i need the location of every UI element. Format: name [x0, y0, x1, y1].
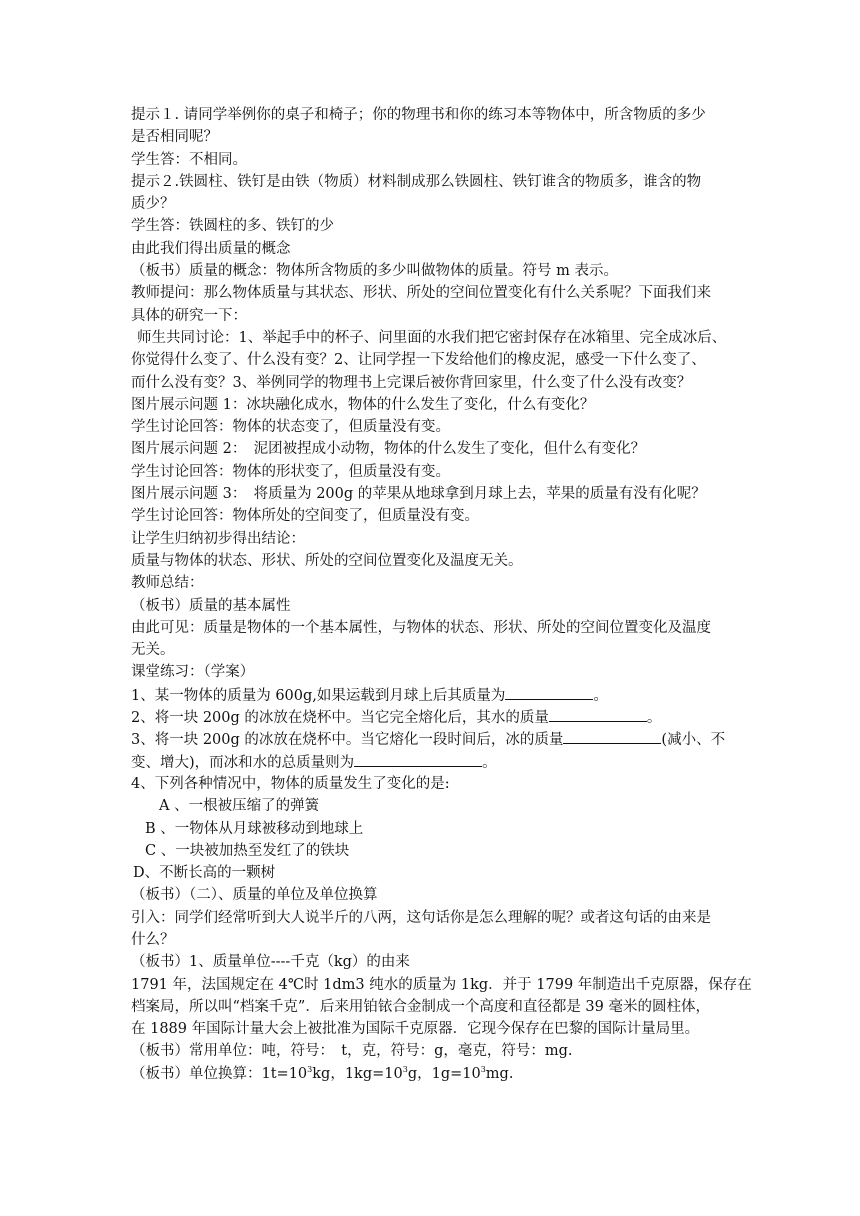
exercise-3-cont	[131, 751, 737, 773]
text-line: （板书）常用单位：吨，符号： t，克，符号：g，毫克，符号：mg.	[131, 1043, 573, 1060]
exercise-2-end: 。	[646, 710, 662, 727]
exercise-3-cont-end: 。	[482, 754, 497, 771]
exercise-2-text: 2、将一块 200g 的冰放在烧杯中。当它完全熔化后，其水的质量	[131, 710, 549, 727]
text-line: 教师总结：	[131, 575, 204, 592]
option-c: C 、一块被加热至发红了的铁块	[145, 842, 350, 859]
text-line: （板书）质量的基本属性	[131, 597, 291, 614]
answer-blank	[549, 706, 647, 722]
text-line: 学生讨论回答：物体所处的空间变了，但质量没有变。	[131, 508, 479, 525]
document-page	[131, 104, 752, 1085]
exercise-1-end: 。	[593, 687, 608, 704]
exercise-3-options: (减小、不	[661, 732, 726, 749]
exercise-1	[131, 684, 737, 706]
option-b: B 、一物体从月球被移动到地球上	[145, 820, 364, 837]
exponent: 3	[480, 1064, 486, 1074]
text-line: 具体的研究一下：	[131, 307, 247, 324]
text-line: 什么？	[131, 931, 175, 948]
text-line: 教师提问：那么物体质量与其状态、形状、所处的空间位置变化有什么关系呢？下面我们来	[131, 285, 711, 302]
text-line: 学生答：铁圆柱的多、铁钉的少	[131, 218, 334, 235]
text-line: 无关。	[131, 642, 175, 659]
exercise-1-text: 1、某一物体的质量为 600g,如果运载到月球上后其质量为	[131, 687, 506, 704]
text-line: 提示２.铁圆柱、铁钉是由铁（物质）材料制成那么铁圆柱、铁钉谁含的物质多，谁含的物	[131, 173, 702, 190]
text-line: 图片展示问题 1：冰块融化成水，物体的什么发生了变化，什么有变化？	[131, 396, 595, 413]
text-line: （板书）（二）、质量的单位及单位换算	[131, 887, 378, 904]
text-line: 学生答：不相同。	[131, 151, 247, 168]
text-line: 课堂练习：（学案）	[131, 664, 255, 681]
unit-text-1: （板书）单位换算：1t=10	[131, 1065, 308, 1082]
text-line: 学生讨论回答：物体的形状变了，但质量没有变。	[131, 463, 450, 480]
exercise-3-text: 3、将一块 200g 的冰放在烧杯中。当它熔化一段时间后，冰的质量	[131, 732, 564, 749]
exercise-3	[131, 728, 737, 750]
text-line: 质量与物体的状态、形状、所处的空间位置变化及温度无关。	[131, 552, 523, 569]
text-line: 引入：同学们经常听到大人说半斤的八两，这句话你是怎么理解的呢？或者这句话的由来是	[131, 909, 711, 926]
text-line: 图片展示问题 2： 泥团被捏成小动物，物体的什么发生了变化，但什么有变化？	[131, 441, 646, 458]
text-line: 1791 年，法国规定在 4℃时 1dm3 纯水的质量为 1kg．并于 1799 年制造出千克原器，保存在	[131, 976, 752, 993]
text-line: 图片展示问题 3： 将质量为 200g 的苹果从地球拿到月球上去，苹果的质量有没有化呢？	[131, 486, 706, 503]
text-line: 而什么没有变？3、举例同学的物理书上完课后被你背回家里，什么变了什么没有改变？	[131, 374, 692, 391]
text-line: 你觉得什么变了、什么没有变？2、让同学捏一下发给他们的橡皮泥，感受一下什么变了、	[131, 352, 706, 369]
exercise-3-cont-text: 变、增大)，而冰和水的总质量则为	[131, 754, 355, 771]
text-line: 师生共同讨论：1、举起手中的杯子、问里面的水我们把它密封保存在冰箱里、完全成冰后、	[137, 329, 727, 346]
text-line: 学生讨论回答：物体的状态变了，但质量没有变。	[131, 419, 450, 436]
text-line: 在 1889 年国际计量大会上被批准为国际千克原器．它现今保存在巴黎的国际计量局里。	[131, 1021, 700, 1038]
exponent: 3	[307, 1064, 313, 1074]
text-line: 由此可见：质量是物体的一个基本属性，与物体的状态、形状、所处的空间位置变化及温度	[131, 619, 711, 636]
unit-text-4: mg.	[485, 1065, 514, 1082]
option-d: D、不断长高的一颗树	[133, 865, 276, 882]
answer-blank	[354, 751, 482, 767]
text-line: （板书）1、质量单位----千克（kg）的由来	[131, 954, 410, 971]
answer-blank	[563, 728, 661, 744]
text-line: 质少？	[131, 196, 175, 213]
exponent: 3	[402, 1064, 408, 1074]
text-line: 由此我们得出质量的概念	[131, 240, 291, 257]
text-line: 档案局，所以叫“档案千克”．后来用铂铱合金制成一个高度和直径都是 39 毫米的圆柱体，	[131, 998, 710, 1015]
text-line: 让学生归纳初步得出结论：	[131, 530, 305, 547]
text-line: （板书）质量的概念：物体所含物质的多少叫做物体的质量。符号 m 表示。	[131, 263, 618, 280]
option-a: A 、一根被压缩了的弹簧	[159, 798, 320, 815]
text-line: 4、下列各种情况中，物体的质量发生了变化的是:	[131, 775, 450, 792]
unit-conversion-line	[131, 1063, 737, 1085]
unit-text-3: g，1g=10	[407, 1065, 481, 1082]
answer-blank	[505, 684, 593, 700]
text-line: 是否相同呢？	[131, 129, 218, 146]
exercise-2	[131, 706, 737, 728]
text-line: 提示１. 请同学举例你的桌子和椅子；你的物理书和你的练习本等物体中，所含物质的多少	[131, 107, 706, 123]
unit-text-2: kg，1kg=10	[312, 1065, 403, 1082]
